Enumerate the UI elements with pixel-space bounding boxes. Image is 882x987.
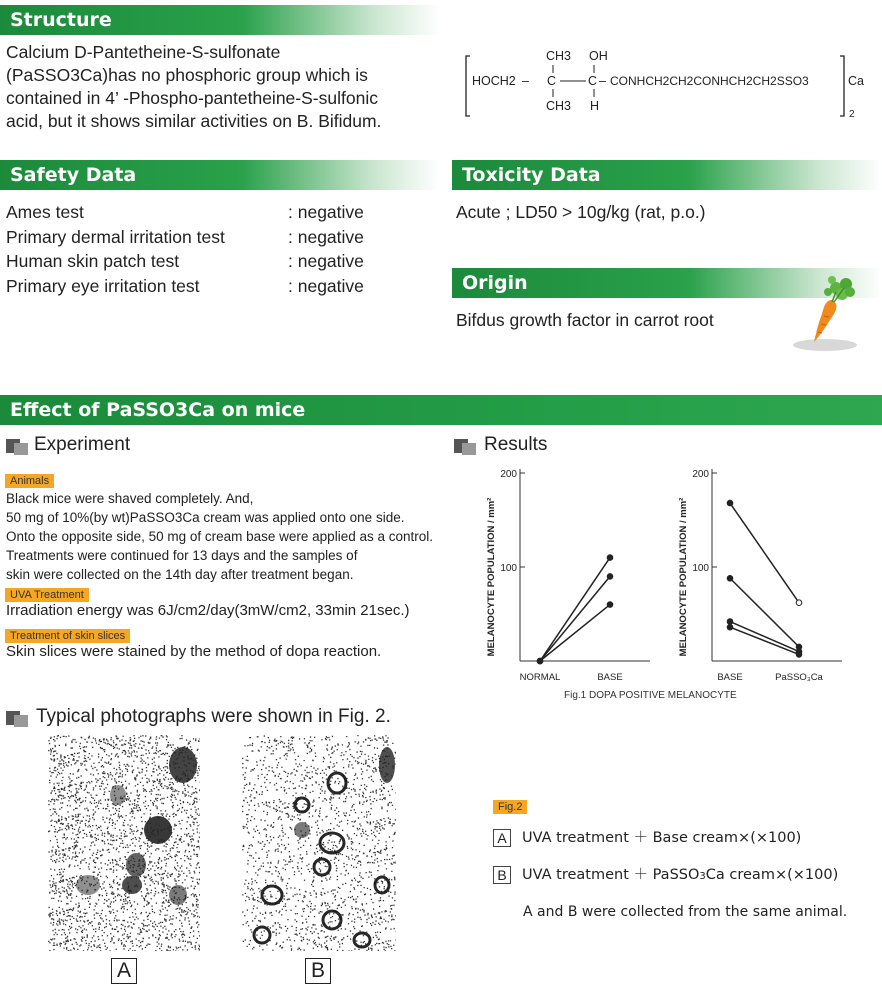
toxicity-text: Acute ; LD50 > 10g/kg (rat, p.o.) (456, 202, 706, 222)
safety-row-label: Ames test (6, 202, 84, 222)
data-point (607, 602, 613, 608)
chemical-formula (458, 44, 882, 122)
fig2-tag: Fig.2 (493, 800, 527, 814)
y-tick-label: 100 (500, 563, 517, 574)
series-line (540, 576, 610, 661)
fig2-text-a: UVA treatment ＋ Base cream×(×100) (522, 830, 802, 846)
formula-chain: CONHCH2CH2CONHCH2CH2SSO3 (610, 74, 809, 88)
safety-row-value: : negative (288, 276, 364, 296)
data-point (727, 624, 733, 630)
safety-row-value: : negative (288, 251, 364, 271)
structure-heading: Structure (0, 5, 440, 35)
y-tick-label: 200 (500, 469, 517, 480)
section-bullet-icon (6, 437, 28, 455)
safety-row-value: : negative (288, 227, 364, 247)
fig2-text-b-sub: 3 (699, 871, 706, 882)
slices-text: Skin slices were stained by the method of dopa reaction. (6, 643, 382, 660)
fig2-box-b: B (493, 866, 511, 884)
photo-label-b: B (305, 958, 331, 984)
animals-tag: Animals (5, 474, 54, 488)
data-point (607, 555, 613, 561)
y-tick-label: 200 (692, 469, 709, 480)
slices-tag: Treatment of skin slices (5, 629, 130, 643)
structure-line: contained in 4’ -Phospho-pantetheine-S-sulfonic (6, 88, 378, 108)
section-bullet-icon (454, 437, 476, 455)
photos-heading: Typical photographs were shown in Fig. 2. (36, 706, 391, 727)
micrograph-a (48, 735, 200, 951)
data-point (727, 619, 733, 625)
chart-normal-vs-base (480, 458, 660, 688)
animals-line: Black mice were shaved completely. And, (6, 491, 254, 506)
formula-ch3-bottom: CH3 (546, 99, 572, 113)
effect-heading: Effect of PaSSO3Ca on mice (0, 395, 882, 425)
safety-row-label: Primary eye irritation test (6, 276, 200, 296)
data-point (727, 500, 733, 506)
data-point (727, 575, 733, 581)
structure-line: Calcium D-Pantetheine-S-sulfonate (6, 42, 281, 62)
x-tick-label: BASE (597, 672, 623, 683)
micrograph-b (242, 735, 396, 951)
x-tick-label: PaSSO₃Ca (775, 672, 823, 683)
fig2-note: A and B were collected from the same animal. (523, 904, 848, 920)
uva-tag: UVA Treatment (5, 588, 89, 602)
formula-c1: C (547, 74, 557, 88)
fig2-text-b (522, 865, 838, 887)
structure-text (6, 41, 381, 133)
animals-line: skin were collected on the 14th day after treatment began. (6, 567, 354, 582)
safety-row-label: Primary dermal irritation test (6, 227, 225, 247)
data-point (796, 652, 802, 658)
animals-text (6, 489, 433, 584)
formula-oh: OH (589, 49, 608, 63)
chart-base-vs-passo3ca (672, 458, 852, 688)
data-point (607, 574, 613, 580)
safety-row-label: Human skin patch test (6, 251, 180, 271)
photo-label-a: A (111, 958, 137, 984)
x-tick-label: NORMAL (519, 672, 561, 683)
origin-heading: Origin (452, 268, 882, 298)
fig2-text-b-pre: UVA treatment ＋ PaSSO (522, 867, 700, 883)
section-bullet-icon (6, 709, 28, 727)
fig2-text-b-post: Ca cream×(×100) (705, 867, 839, 883)
results-heading: Results (484, 434, 548, 455)
structure-line: (PaSSO3Ca)has no phosphoric group which is (6, 65, 368, 85)
fig2-box-a: A (493, 829, 511, 847)
series-line (730, 627, 799, 654)
series-line (540, 558, 610, 661)
formula-ca: Ca (848, 74, 864, 88)
safety-heading: Safety Data (0, 160, 440, 190)
animals-line: Treatments were continued for 13 days and the samples of (6, 548, 358, 563)
data-point (796, 600, 802, 606)
experiment-heading: Experiment (34, 434, 131, 455)
data-point (537, 658, 543, 664)
formula-ch3-top: CH3 (546, 49, 572, 63)
carrot-icon (790, 272, 860, 354)
y-axis-label: MELANOCYTE POPULATION / mm² (678, 497, 689, 657)
structure-line: acid, but it shows similar activities on B. Bifidum. (6, 111, 382, 131)
formula-h: H (590, 99, 600, 113)
formula-dash1: – (522, 74, 529, 88)
toxicity-heading: Toxicity Data (452, 160, 882, 190)
safety-row-value: : negative (288, 202, 364, 222)
animals-line: Onto the opposite side, 50 mg of cream base were applied as a control. (6, 529, 433, 544)
y-tick-label: 100 (692, 563, 709, 574)
uva-text: Irradiation energy was 6J/cm2/day(3mW/cm2, 33min 21sec.) (6, 602, 410, 619)
formula-c2: C (588, 74, 598, 88)
series-line (540, 605, 610, 661)
origin-text: Bifdus growth factor in carrot root (456, 310, 714, 330)
formula-dash2: – (599, 74, 606, 88)
results-caption: Fig.1 DOPA POSITIVE MELANOCYTE (564, 690, 737, 701)
x-tick-label: BASE (717, 672, 743, 683)
formula-subscript: 2 (849, 109, 855, 120)
formula-left: HOCH2 (472, 74, 516, 88)
animals-line: 50 mg of 10%(by wt)PaSSO3Ca cream was applied onto one side. (6, 510, 405, 525)
y-axis-label: MELANOCYTE POPULATION / mm² (486, 497, 497, 657)
